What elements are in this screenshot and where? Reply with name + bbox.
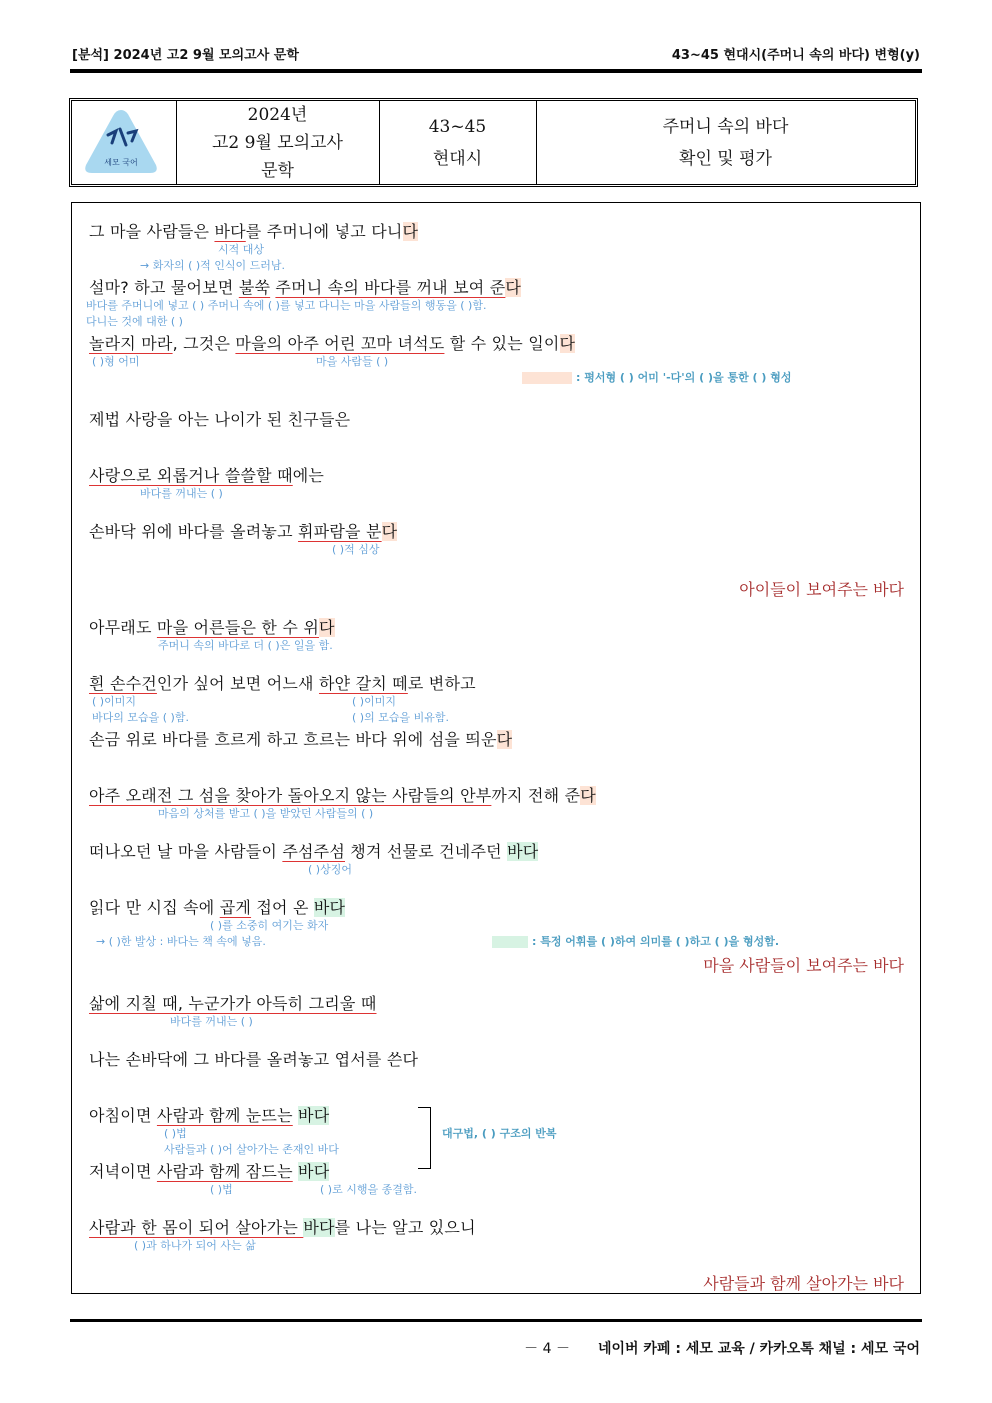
exam-cell <box>176 101 380 184</box>
orange-swatch <box>522 372 572 384</box>
exam-line-1: 2024년 <box>247 104 308 125</box>
legend-green: : 특정 어휘를 ( )하여 의미를 ( )하고 ( )을 형성함. <box>492 933 779 949</box>
poem-line-4: 제법 사랑을 아는 나이가 된 친구들은 <box>89 410 351 429</box>
poem-line-17: 사람과 한 몸이 되어 살아가는 바다를 나는 알고 있으니 <box>89 1218 476 1237</box>
bracket-note: 대구법, ( ) 구조의 반복 <box>442 1127 557 1140</box>
info-table <box>69 98 918 187</box>
number-cell <box>379 101 537 184</box>
title-line-1: 주머니 속의 바다 <box>662 116 789 137</box>
ending-highlight: 다 <box>496 730 513 749</box>
poem-line-3: 놀라지 마라, 그것은 마을의 아주 어린 꼬마 녀석도 할 수 있는 일이다 <box>89 334 576 353</box>
poem-line-14: 나는 손바닥에 그 바다를 올려놓고 엽서를 쓴다 <box>89 1050 419 1069</box>
annotation: ( )법 <box>210 1183 233 1196</box>
footer-rule <box>70 1319 922 1322</box>
header-rule <box>70 69 922 73</box>
poem-line-7: 아무래도 마을 어른들은 한 수 위다 <box>89 618 335 637</box>
annotation: ( )이미지 <box>352 695 396 708</box>
parallel-bracket <box>418 1107 431 1169</box>
annotation: 바다를 꺼내는 ( ) <box>170 1015 253 1028</box>
ending-highlight: 다 <box>381 522 398 541</box>
ending-highlight: 다 <box>402 222 419 241</box>
annotation: ( )로 시행을 종결함. <box>320 1183 417 1196</box>
keyword-highlight: 바다 <box>303 1218 335 1237</box>
keyword-highlight: 바다 <box>507 842 539 861</box>
header-right: 43~45 현대시(주머니 속의 바다) 변형(y) <box>671 48 920 63</box>
annotation: 마음의 상처를 받고 ( )을 받았던 사람들의 ( ) <box>158 807 374 820</box>
semo-logo-icon <box>82 107 160 177</box>
annotation: 다니는 것에 대한 ( ) <box>86 315 183 328</box>
annotation: 마을 사람들 ( ) <box>316 355 389 368</box>
annotation: ( )적 심상 <box>332 543 380 556</box>
section-title: 마을 사람들이 보여주는 바다 <box>703 956 904 975</box>
poem-keyword: 바다 <box>214 222 246 241</box>
annotation: 시적 대상 <box>218 243 265 256</box>
page-number: － 4 － <box>524 1341 570 1357</box>
ending-highlight: 다 <box>580 786 596 805</box>
annotation: ( )형 어미 <box>92 355 140 368</box>
green-swatch <box>492 936 528 948</box>
title-line-2: 확인 및 평가 <box>679 148 772 169</box>
annotation: ( )이미지 <box>92 695 136 708</box>
poem-line-8: 흰 손수건인가 싶어 보면 어느새 하얀 갈치 떼로 변하고 <box>89 674 476 693</box>
annotation: ( )의 모습을 비유함. <box>352 711 449 724</box>
annotation: ( )법 <box>164 1127 187 1140</box>
footer-text: 네이버 카페 : 세모 교육 / 카카오톡 채널 : 세모 국어 <box>597 1341 920 1357</box>
poem-line-5: 사랑으로 외롭거나 쓸쓸할 때에는 <box>89 466 325 485</box>
annotation: 주머니 속의 바다로 더 ( )은 일을 함. <box>158 639 333 652</box>
poem-line-9: 손금 위로 바다를 흐르게 하고 흐르는 바다 위에 섬을 띄운다 <box>89 730 513 749</box>
header-left: [분석] 2024년 고2 9월 모의고사 문학 <box>72 48 299 63</box>
poem-line-13: 삶에 지칠 때, 누군가가 아득히 그리울 때 <box>89 994 377 1013</box>
legend-orange: : 평서형 ( ) 어미 '-다'의 ( )을 통한 ( ) 형성 <box>522 369 792 385</box>
exam-line-2: 고2 9월 모의고사 <box>212 132 343 153</box>
ending-highlight: 다 <box>559 334 576 353</box>
poem-line-15: 아침이면 사람과 함께 눈뜨는 바다 <box>89 1106 330 1125</box>
ending-highlight: 다 <box>505 278 522 297</box>
annotation: → 화자의 ( )적 인식이 드러남. <box>140 259 286 272</box>
section-title: 사람들과 함께 살아가는 바다 <box>703 1274 904 1293</box>
poem-line-2: 설마? 하고 물어보면 불쑥 주머니 속의 바다를 꺼내 보여 준다 <box>89 278 522 297</box>
annotation: 바다를 꺼내는 ( ) <box>140 487 223 500</box>
ending-highlight: 다 <box>318 618 335 637</box>
title-cell <box>536 101 915 184</box>
svg-text:세모 국어: 세모 국어 <box>104 158 138 167</box>
footer <box>524 1338 920 1358</box>
keyword-highlight: 바다 <box>313 898 346 917</box>
annotation: 바다의 모습을 ( )함. <box>92 711 189 724</box>
logo-cell <box>72 101 177 184</box>
number-line-1: 43~45 <box>428 116 487 137</box>
annotation: ( )상징어 <box>308 863 352 876</box>
poem-line-16: 저녁이면 사람과 함께 잠드는 바다 <box>89 1162 330 1181</box>
annotation: 사람들과 ( )어 살아가는 존재인 바다 <box>164 1143 339 1156</box>
annotation: ( )를 소중히 여기는 화자 <box>210 919 329 932</box>
poem-line-10: 아주 오래전 그 섬을 찾아가 돌아오지 않는 사람들의 안부까지 전해 준다 <box>89 786 596 805</box>
keyword-highlight: 바다 <box>298 1162 330 1181</box>
annotation: ( )과 하나가 되어 사는 삶 <box>134 1239 256 1252</box>
keyword-highlight: 바다 <box>298 1106 330 1125</box>
poem-line-12: 읽다 만 시집 속에 곱게 접어 온 바다 <box>89 898 346 917</box>
number-line-2: 현대시 <box>432 148 483 169</box>
exam-line-3: 문학 <box>261 160 294 181</box>
annotation: 바다를 주머니에 넣고 ( ) 주머니 속에 ( )를 넣고 다니는 마을 사람들의 행동을 ( )함. <box>86 299 487 312</box>
annotation: → ( )한 발상 : 바다는 책 속에 넣음. <box>96 935 266 948</box>
poem-line-11: 떠나오던 날 마을 사람들이 주섬주섬 챙겨 선물로 건네주던 바다 <box>89 842 539 861</box>
section-title: 아이들이 보여주는 바다 <box>739 580 904 599</box>
poem-line-6: 손바닥 위에 바다를 올려놓고 휘파람을 분다 <box>89 522 398 541</box>
poem-line-1: 그 마을 사람들은 바다를 주머니에 넣고 다니다 <box>89 222 419 241</box>
